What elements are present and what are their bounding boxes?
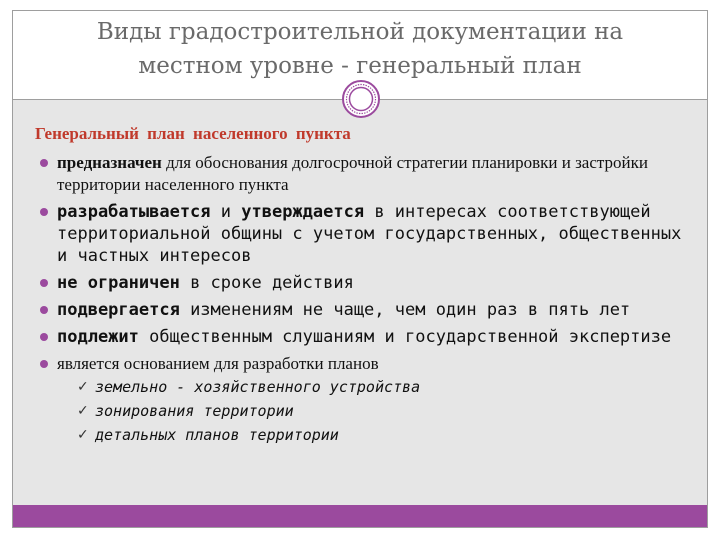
list-item	[35, 201, 695, 267]
list-item	[35, 272, 695, 294]
bullet-text: является основанием для разработки планов	[57, 354, 379, 373]
list-item	[35, 299, 695, 321]
checkmark-icon: ✓	[77, 427, 89, 443]
bullet-connector: и	[210, 202, 242, 222]
bullet-icon	[40, 208, 48, 216]
sub-item-text: детальных планов территории	[95, 426, 339, 444]
list-item	[35, 152, 695, 196]
slide-title	[13, 15, 707, 83]
sub-item-text: зонирования территории	[95, 402, 294, 420]
sub-list	[57, 375, 695, 447]
bullet-keyword: разрабатывается	[57, 202, 211, 222]
checkmark-icon: ✓	[77, 403, 89, 419]
bullet-list	[35, 152, 695, 452]
sub-list-item	[77, 399, 695, 423]
bullet-text: изменениям не чаще, чем один раз в пять лет	[179, 300, 631, 320]
bullet-keyword: подлежит	[57, 327, 139, 347]
slide-frame	[12, 10, 708, 528]
bullet-keyword: подвергается	[57, 300, 180, 320]
bullet-keyword-2: утверждается	[241, 202, 365, 222]
bullet-keyword: не ограничен	[57, 273, 180, 293]
bullet-text: в интересах соответствующей территориальной общины с учетом государственных, общественных и частных интересов	[57, 202, 682, 266]
bullet-icon	[40, 306, 48, 314]
list-item	[35, 326, 695, 348]
sub-list-item	[77, 375, 695, 399]
ring-emblem-icon	[341, 79, 381, 119]
bullet-icon	[40, 333, 48, 341]
bullet-text: общественным слушаниям и государственной экспертизе	[138, 327, 672, 347]
title-line-2: местном уровне - генеральный план	[138, 53, 582, 79]
bullet-keyword: предназначен	[57, 153, 162, 172]
bullet-icon	[40, 279, 48, 287]
bullet-text: для обоснования долгосрочной стратегии планировки и застройки территории населенного пункта	[57, 153, 648, 194]
list-item	[35, 353, 695, 447]
bullet-text: в сроке действия	[179, 273, 354, 293]
checkmark-icon: ✓	[77, 379, 89, 395]
sub-item-text: земельно - хозяйственного устройства	[95, 378, 421, 396]
sub-list-item	[77, 423, 695, 447]
content-area	[13, 100, 707, 505]
bottom-accent-bar	[13, 505, 707, 527]
bullet-icon	[40, 159, 48, 167]
section-heading: Генеральный план населенного пункта	[35, 124, 351, 143]
bullet-icon	[40, 360, 48, 368]
title-line-1: Виды градостроительной документации на	[96, 19, 624, 45]
